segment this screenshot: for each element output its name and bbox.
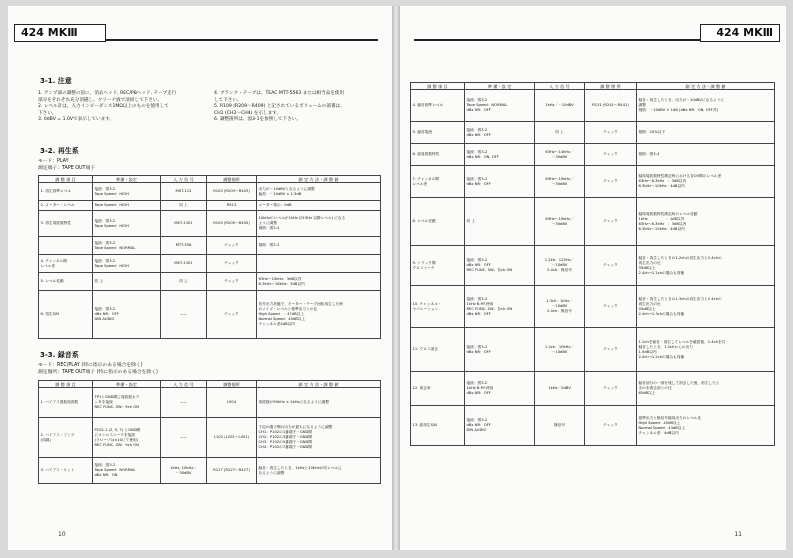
- table-cell: 録再周波数特性測定時における各CH間のレベル差 63Hz～6.3kHz ：3dB以内 6.3kHz～10kHz：4dB以内: [637, 166, 775, 198]
- table-cell: 規格：20%以下: [637, 122, 775, 144]
- table-cell: 同 上: [535, 122, 585, 144]
- table-cell: 録再周波数特性測定時のレベル変動 1kHz ：1dB以内 63Hz～6.3kHz ：3dB以内 6.3kHz～10kHz：4dB以内: [637, 198, 775, 246]
- playback-adjustment-table: [38, 175, 381, 339]
- table-cell: 1. バイアス発振周波数: [39, 388, 93, 418]
- table-cell: 周波数が90kHz ± 2kHzになるように調整: [257, 388, 381, 418]
- table-cell: チェック: [585, 328, 637, 372]
- table-cell: 接続：図3-2 Tape Speed：NORMAL dBx NR：OFF: [465, 90, 535, 122]
- recording-adjustment-table-continued: [410, 82, 775, 446]
- table-cell: チェック: [585, 144, 637, 166]
- header-rule-left: [106, 39, 378, 41]
- table-cell: L101 (L201～L401): [207, 418, 257, 458]
- note-line: 6. 調整箇所は、図3-1を参照して下さい。: [214, 117, 301, 123]
- table-cell: 63Hz～10kHz／ －30dBV: [535, 198, 585, 246]
- table-cell: 3. 再生周波数特性: [39, 211, 93, 237]
- table-row: [411, 198, 775, 246]
- table-cell: 10kHzのレベルが1kHz (315Hz 以降レベル) になる ように調整 規格：図3-3: [257, 211, 381, 237]
- table-row: [411, 166, 775, 198]
- column-header: 調 整 項 目: [411, 83, 465, 90]
- column-header: 入 力 信 号: [161, 176, 207, 183]
- table-cell: 7. チャンネル間 レベル差: [411, 166, 465, 198]
- table-cell: 無信号: [535, 406, 585, 446]
- table-cell: 5. レベル変動: [39, 273, 93, 291]
- table-cell: R103 (R203～R403): [207, 183, 257, 201]
- column-header: 測 定 方 法・調 整 値: [257, 381, 381, 388]
- table-cell: 5. 録音電流: [411, 122, 465, 144]
- table-row: [39, 388, 381, 418]
- table-row: [411, 286, 775, 328]
- right-page: [400, 6, 786, 550]
- notes-left-column: [38, 91, 208, 124]
- table-cell: 63Hz～10kHz：3dB以内 6.3kHz～18kHz：3dB以内: [257, 273, 381, 291]
- table-cell: 接続：図3-2 dBx NR：OFF DIN AUDIO: [465, 406, 535, 446]
- table-row: [411, 90, 775, 122]
- column-header: 入 力 信 号: [161, 381, 207, 388]
- table-cell: L504: [207, 388, 257, 418]
- model-label-left: 424 MKⅢ: [14, 24, 106, 42]
- table-cell: 13. 総再生S/N: [411, 406, 465, 446]
- column-header: 準備・設定: [93, 176, 161, 183]
- table-cell: R513: [207, 201, 257, 211]
- table-row: [411, 122, 775, 144]
- table-cell: 規格：図3-3: [257, 237, 381, 255]
- table-cell: 11. クロス消去: [411, 328, 465, 372]
- table-cell: 6. 再生S/N: [39, 291, 93, 339]
- note-line: 下さい。: [38, 110, 57, 116]
- table-cell: 10. チャンネル・ セパレーション: [411, 286, 465, 328]
- table-header-row: [39, 176, 381, 183]
- column-header: 調 整 箇 所: [585, 83, 637, 90]
- table-cell: 接続：図3-2 dBx NR：OFF: [465, 122, 535, 144]
- table-cell: 1kHz／－10dBV: [535, 90, 585, 122]
- column-header: 測 定 方 法・調 整 値: [257, 176, 381, 183]
- table-cell: チェック: [585, 372, 637, 406]
- table-cell: チェック: [207, 255, 257, 273]
- model-label-right: 424 MKⅢ: [700, 24, 780, 42]
- table-cell: MXT-112: [161, 183, 207, 201]
- left-page: [8, 6, 392, 550]
- notes-right-column: [214, 91, 379, 124]
- table-row: [411, 246, 775, 286]
- table-cell: [39, 237, 93, 255]
- mode-line: モード：REC/PLAY (特に指示のある場合を除く): [38, 363, 143, 368]
- table-cell: 1.2kh：125Hz／ －10dBV 2.4ch：無信号: [535, 246, 585, 286]
- table-cell: 2. バイアス・アンプ (同調): [39, 418, 93, 458]
- table-row: [39, 458, 381, 484]
- table-cell: MXT-1301: [161, 211, 207, 237]
- table-cell: 録音・再生したときの1.3chの再生出力と2.4chの 再生出力の比 45dB以上 2.4ch→1.3chの場合も同様: [637, 286, 775, 328]
- table-row: [39, 418, 381, 458]
- page-number-right: 11: [734, 531, 742, 538]
- section-3-1-title: 3-1. 注意: [40, 77, 72, 85]
- table-cell: R131 (R241～R441): [585, 90, 637, 122]
- table-header-row: [411, 83, 775, 90]
- column-header: 調整個所: [207, 381, 257, 388]
- table-cell: 同 上: [93, 273, 161, 291]
- table-cell: メーター指示：0dB: [257, 201, 381, 211]
- section-3-2-title: 3-2. 再生系: [40, 147, 79, 155]
- table-cell: 接続：図3-2 Tape Speed：NORMAL: [93, 237, 161, 255]
- table-cell: 規格：図3-4: [637, 144, 775, 166]
- table-cell: チェック: [585, 122, 637, 144]
- table-cell: 接続：図3-2 dBx NR：OFF: [465, 328, 535, 372]
- table-cell: チェック: [207, 291, 257, 339]
- table-cell: チェック: [585, 286, 637, 328]
- table-cell: 接続：図3-2 Tape Speed：HIGH: [93, 183, 161, 201]
- table-row: [39, 211, 381, 237]
- table-cell: ——: [161, 291, 207, 339]
- table-cell: 同 上: [465, 198, 535, 246]
- table-cell: チェック: [585, 246, 637, 286]
- column-header: 測 定 方 法・調 整 値: [637, 83, 775, 90]
- table-cell: 1. 再生基準レベル: [39, 183, 93, 201]
- table-cell: 12. 消去率: [411, 372, 465, 406]
- table-cell: 接続：図3-2 Tape Speed：NORMAL dBx NR：ON: [93, 458, 161, 484]
- note-line: 5. R109 (R209～R409) と記されているボリュームの部番は、: [214, 104, 345, 110]
- table-cell: [257, 255, 381, 273]
- column-header: 調 整 項 目: [39, 381, 93, 388]
- table-cell: MTT-356: [161, 237, 207, 255]
- table-cell: 8. レベル変動: [411, 198, 465, 246]
- binding-gutter: [392, 6, 400, 550]
- table-row: [39, 183, 381, 201]
- table-row: [411, 144, 775, 166]
- page-number-left: 10: [58, 531, 66, 538]
- table-cell: 出力が－10dBVとなるように調整 偏差：－10dBV ± 1.5dB: [257, 183, 381, 201]
- table-row: [39, 273, 381, 291]
- table-cell: 下記の端子間の出力が最大になるように調整 CH1：P102の1番端子－GND間 CH2：P102の3番端子－GND間 CH3：P102の5番端子－GND間 CH4：P102の7番端子－GND間: [257, 418, 381, 458]
- table-row: [39, 291, 381, 339]
- table-cell: 録音部分の一部を残して消去した後、再生したと きの未消去部との比 65dB以上: [637, 372, 775, 406]
- table-row: [411, 328, 775, 372]
- table-cell: 3. バイアス・セット: [39, 458, 93, 484]
- table-cell: 4. 録音基準レベル: [411, 90, 465, 122]
- table-cell: チェック: [585, 198, 637, 246]
- table-cell: チェック: [585, 166, 637, 198]
- column-header: 調整個所: [207, 176, 257, 183]
- table-cell: 信号出力状態で、モーター・テープ回転再生した時 のノイズ・レベルと基準出力との比 High Speed ：47dB以上 Normal Speed：45dB以上 チャンネル差4dB以内: [257, 291, 381, 339]
- table-cell: 1.2ch：10kHz／ －10dBV: [535, 328, 585, 372]
- note-line: 部分をそれぞれ充分消磁し、クリーナ液で清掃して下さい。: [38, 97, 163, 103]
- table-cell: 接続：図3-2 1kHz B.P.F.使用 dBx NR：OFF: [465, 372, 535, 406]
- table-row: [411, 372, 775, 406]
- table-row: [411, 406, 775, 446]
- table-cell: 6. 総周波数特性: [411, 144, 465, 166]
- table-cell: 接続：図3-2 dBx NR：OFF: [465, 166, 535, 198]
- table-cell: 9. トラック間 クロストーク: [411, 246, 465, 286]
- table-cell: 1kHz, 10kHz／ －30dBV: [161, 458, 207, 484]
- column-header: 準備・設定: [93, 381, 161, 388]
- table-cell: 基準出力と無信号録再出力のレベル比 High Speed：45dB以上 Normal Speed：43dB以上 チャンネル差：4dB以内: [637, 406, 775, 446]
- table-cell: チェック: [585, 406, 637, 446]
- terminal-line: 測定個所：TAPE OUT端子 (特に指示のある場合を除く): [38, 370, 158, 375]
- table-cell: 録音・再生したときの1.2chの再生出力と2.4chの 再生出力の比 35dB以上 2.4ch→1.2chの場合も同様: [637, 246, 775, 286]
- table-cell: ——: [161, 388, 207, 418]
- table-cell: P102-1 (2, 5, 7) とGND間 にオシロスコープを接続 (プローブは×10にて使用) REC FUNC. SW：9ch ON: [93, 418, 161, 458]
- table-cell: チェック: [207, 273, 257, 291]
- table-cell: 接続：図3-2 dBx NR：OFF DIN AUDIO: [93, 291, 161, 339]
- table-cell: 1kHz／0dBV: [535, 372, 585, 406]
- table-cell: 4. チャンネル間 レベル差: [39, 255, 93, 273]
- table-cell: 63Hz～14kHz／ －30dBV: [535, 144, 585, 166]
- table-cell: 接続：図3-2 Tape Speed：HIGH: [93, 255, 161, 273]
- table-cell: 同 上: [161, 201, 207, 211]
- table-header-row: [39, 381, 381, 388]
- note-line: 3. 0dBV = 1.0Vで表示しています。: [38, 117, 115, 123]
- table-cell: 2. メーター・レベル: [39, 201, 93, 211]
- table-cell: 録音・再生したとき、出力が－10dBVになるように 調整 規格：－10dBV ± 1dB (dBx NR：ON, OFF共): [637, 90, 775, 122]
- mode-line: モード：PLAY: [38, 159, 69, 164]
- table-cell: 接続：図3-2 dBx NR：ON, OFF: [465, 144, 535, 166]
- table-cell: Tape Speed：HIGH: [93, 201, 161, 211]
- column-header: 準 備・設 定: [465, 83, 535, 90]
- header-rule-right: [414, 39, 700, 41]
- table-cell: 接続：図3-2 Tape Speed：HIGH: [93, 211, 161, 237]
- recording-adjustment-table: [38, 380, 381, 484]
- table-cell: チェック: [207, 237, 257, 255]
- table-row: [39, 255, 381, 273]
- table-cell: 接続：図3-2 1kHz B.P.F.使用 REC FUNC. SW：各ch ON dBx NR：OFF: [465, 286, 535, 328]
- table-cell: R105 (R205～R405): [207, 211, 257, 237]
- terminal-line: 測定端子：TAPE OUT端子: [38, 166, 96, 171]
- table-cell: R127 (R227～R427): [207, 458, 257, 484]
- note-line: 1. アンプ部の調整の前に、消去ヘッド, REC/PBヘッド, テープ走行: [38, 91, 177, 96]
- table-cell: ——: [161, 418, 207, 458]
- table-cell: 接続：図3-2 dBx NR：OFF REC FUNC. SW：各ch ON: [465, 246, 535, 286]
- note-line: CH1 (CH2～CH4) を示します。: [214, 110, 282, 116]
- table-row: [39, 237, 381, 255]
- column-header: 入 力 信 号: [535, 83, 585, 90]
- note-line: して下さい。: [214, 97, 242, 103]
- note-line: 2. レベル計は、入力インピーダンス1MΩ以上のものを使用して: [38, 104, 169, 110]
- table-cell: 1.2chを録音・再生してレベルを確認後、2.4chを共 録音したとき、1.2chからの出力 1.5dB以内 2.4ch→1.2chの場合も同様: [637, 328, 775, 372]
- note-line: 4. ブランク・テープは、TEAC MTT-5563 または相当品を使用: [214, 91, 345, 96]
- table-cell: 63Hz～10kHz／ －30dBV: [535, 166, 585, 198]
- column-header: 調 整 項 目: [39, 176, 93, 183]
- table-cell: 録音・再生したとき、1kHzと10kHzが同レベルに なるように調整: [257, 458, 381, 484]
- table-cell: MXT-1301: [161, 255, 207, 273]
- table-cell: 1.3ch：1kHz／ －10dBV 2.4ch：無信号: [535, 286, 585, 328]
- section-3-3-title: 3-3. 録音系: [40, 351, 79, 359]
- table-row: [39, 201, 381, 211]
- table-cell: 同 上: [161, 273, 207, 291]
- table-cell: TP1とGND間に周波数カウ ンタを接続 REC FUNC. SW：9ch ON: [93, 388, 161, 418]
